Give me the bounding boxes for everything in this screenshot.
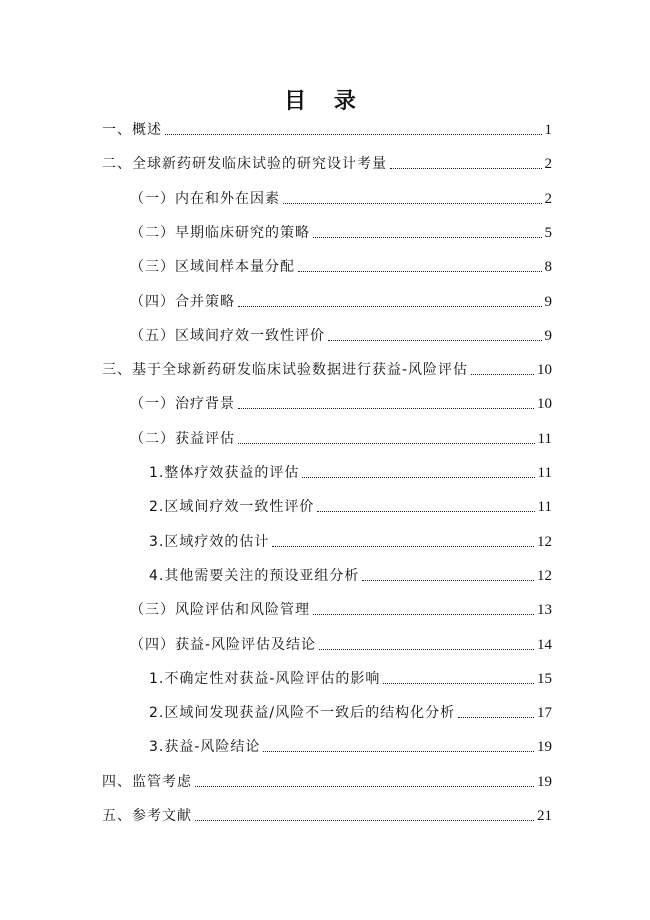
toc-entry[interactable] xyxy=(130,325,552,347)
toc-entry[interactable] xyxy=(149,668,552,690)
toc-entry[interactable] xyxy=(149,736,552,758)
toc-entry[interactable] xyxy=(130,428,552,450)
toc-entry-label: （二）获益评估 xyxy=(130,431,235,447)
toc-entry[interactable] xyxy=(149,702,552,724)
toc-dot-leader xyxy=(298,271,542,272)
toc-dot-leader xyxy=(195,820,534,821)
toc-entry-page-number: 10 xyxy=(537,362,552,378)
toc-entry-page-number: 17 xyxy=(537,705,552,721)
toc-dot-leader xyxy=(283,203,542,204)
toc-entry-page-number: 12 xyxy=(537,568,552,584)
toc-entry-label: （四）获益-风险评估及结论 xyxy=(130,637,317,653)
toc-dot-leader xyxy=(272,546,534,547)
toc-entry-label: 二、全球新药研发临床试验的研究设计考量 xyxy=(102,156,387,172)
toc-entry[interactable] xyxy=(130,256,552,278)
toc-entry-label: （三）风险评估和风险管理 xyxy=(130,602,310,618)
toc-dot-leader xyxy=(383,683,534,684)
toc-entry[interactable] xyxy=(130,393,552,415)
toc-dot-leader xyxy=(195,786,534,787)
toc-entry[interactable] xyxy=(102,119,552,141)
toc-entry-label: 五、参考文献 xyxy=(102,808,192,824)
toc-entry-label: 1.整体疗效获益的评估 xyxy=(149,465,300,481)
toc-entry-page-number: 19 xyxy=(537,774,552,790)
toc-entry-page-number: 13 xyxy=(537,602,552,618)
toc-entry-page-number: 12 xyxy=(537,534,552,550)
toc-entry-page-number: 11 xyxy=(537,499,552,515)
toc-entry-label: （三）区域间样本量分配 xyxy=(130,259,295,275)
toc-entry-page-number: 1 xyxy=(544,122,552,138)
toc-title: 目 录 xyxy=(284,88,366,114)
toc-entry[interactable] xyxy=(149,496,552,518)
toc-entry-label: 3.区域疗效的估计 xyxy=(149,534,270,550)
toc-dot-leader xyxy=(313,614,534,615)
toc-entry-label: （一）内在和外在因素 xyxy=(130,191,280,207)
toc-entry-label: 3.获益-风险结论 xyxy=(149,739,261,755)
toc-entry-page-number: 10 xyxy=(537,396,552,412)
toc-entry[interactable] xyxy=(149,462,552,484)
toc-entry[interactable] xyxy=(102,805,552,827)
toc-entry-label: 2.区域间疗效一致性评价 xyxy=(149,499,315,515)
toc-entry-label: 2.区域间发现获益/风险不一致后的结构化分析 xyxy=(149,705,456,721)
toc-entry[interactable] xyxy=(130,291,552,313)
toc-entry-label: （五）区域间疗效一致性评价 xyxy=(130,328,325,344)
toc-dot-leader xyxy=(302,477,534,478)
toc-dot-leader xyxy=(313,237,542,238)
toc-dot-leader xyxy=(328,340,542,341)
toc-entry-page-number: 11 xyxy=(537,431,552,447)
toc-dot-leader xyxy=(317,511,534,512)
toc-entry-page-number: 2 xyxy=(544,191,552,207)
toc-dot-leader xyxy=(390,168,542,169)
toc-entry-label: 四、监管考虑 xyxy=(102,774,192,790)
toc-entry-page-number: 5 xyxy=(544,225,552,241)
toc-dot-leader xyxy=(165,134,542,135)
toc-entry[interactable] xyxy=(130,222,552,244)
toc-entry-page-number: 21 xyxy=(537,808,552,824)
toc-entry-page-number: 11 xyxy=(537,465,552,481)
toc-dot-leader xyxy=(263,751,534,752)
toc-entry-page-number: 9 xyxy=(544,328,552,344)
toc-dot-leader xyxy=(362,580,534,581)
toc-entry-label: （二）早期临床研究的策略 xyxy=(130,225,310,241)
toc-entry-page-number: 2 xyxy=(544,156,552,172)
toc-entry[interactable] xyxy=(130,188,552,210)
toc-entry[interactable] xyxy=(149,531,552,553)
toc-dot-leader xyxy=(238,306,542,307)
toc-entry-page-number: 19 xyxy=(537,739,552,755)
toc-entry-page-number: 15 xyxy=(537,671,552,687)
toc-dot-leader xyxy=(471,374,534,375)
toc-entry[interactable] xyxy=(102,359,552,381)
toc-entry[interactable] xyxy=(130,634,552,656)
toc-entry-page-number: 14 xyxy=(537,637,552,653)
toc-dot-leader xyxy=(458,717,534,718)
toc-entry-label: 1.不确定性对获益-风险评估的影响 xyxy=(149,671,381,687)
toc-entry[interactable] xyxy=(102,153,552,175)
toc-entry-label: 一、概述 xyxy=(102,122,162,138)
toc-entry[interactable] xyxy=(149,565,552,587)
toc-entry-page-number: 9 xyxy=(544,294,552,310)
toc-entry[interactable] xyxy=(130,599,552,621)
toc-entry-label: （一）治疗背景 xyxy=(130,396,235,412)
toc-dot-leader xyxy=(319,649,534,650)
toc-entry-label: 4.其他需要关注的预设亚组分析 xyxy=(149,568,360,584)
toc-dot-leader xyxy=(238,408,534,409)
toc-entry-label: （四）合并策略 xyxy=(130,294,235,310)
toc-dot-leader xyxy=(238,443,535,444)
toc-entry[interactable] xyxy=(102,771,552,793)
toc-entry-label: 三、基于全球新药研发临床试验数据进行获益-风险评估 xyxy=(102,362,469,378)
toc-entry-page-number: 8 xyxy=(544,259,552,275)
